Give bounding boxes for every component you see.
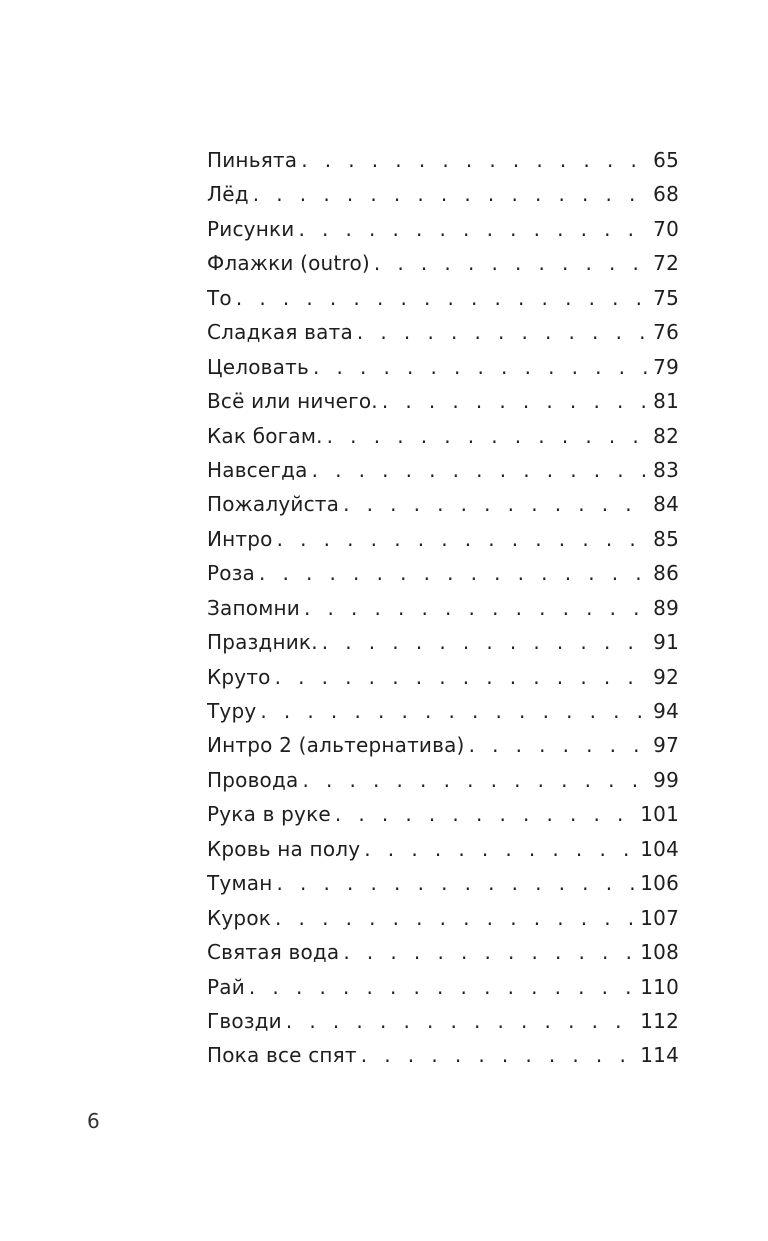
toc-entry-intro-2	[207, 728, 679, 762]
page-number: 6	[87, 1109, 100, 1133]
toc-entry-page: 65	[653, 148, 679, 172]
toc-dot-leader	[313, 350, 649, 384]
table-of-contents	[207, 143, 679, 1073]
toc-entry-title: Флажки (outro)	[207, 251, 370, 276]
toc-entry-page: 97	[653, 733, 679, 758]
toc-entry-gvozdi	[207, 1004, 679, 1038]
toc-entry-tuman	[207, 866, 679, 900]
toc-entry-page: 76	[653, 320, 679, 345]
toc-entry-title: Праздник.	[207, 630, 318, 655]
toc-entry-page: 101	[640, 802, 679, 827]
toc-entry-title: Круто	[207, 664, 271, 689]
toc-entry-led	[207, 177, 679, 211]
toc-entry-kurok	[207, 901, 679, 935]
toc-dot-leader	[249, 970, 636, 1004]
toc-entry-page: 82	[653, 423, 679, 448]
toc-entry-title: Кровь на полу	[207, 836, 361, 861]
toc-dot-leader	[259, 556, 649, 590]
toc-entry-title: Святая вода	[207, 940, 340, 965]
toc-entry-title: Всё или ничего.	[207, 389, 378, 414]
toc-dot-leader	[343, 935, 636, 969]
toc-entry-ruka-v-ruke	[207, 797, 679, 831]
toc-entry-title: Рай	[207, 974, 245, 999]
toc-entry-page: 107	[640, 905, 679, 930]
toc-entry-vsyo-ili-nichego	[207, 384, 679, 418]
toc-entry-page: 104	[640, 836, 679, 861]
toc-dot-leader	[302, 763, 649, 797]
toc-entry-roza	[207, 556, 679, 590]
toc-entry-page: 85	[653, 526, 679, 551]
toc-entry-navsegda	[207, 453, 679, 487]
toc-dot-leader	[286, 1004, 636, 1038]
toc-entry-title: Туман	[207, 871, 273, 896]
toc-entry-prazdnik	[207, 625, 679, 659]
toc-entry-page: 86	[653, 561, 679, 586]
toc-entry-page: 75	[653, 285, 679, 310]
toc-entry-page: 68	[653, 182, 679, 207]
toc-entry-page: 94	[653, 699, 679, 723]
toc-entry-risunki	[207, 212, 679, 246]
toc-dot-leader	[277, 522, 650, 556]
toc-entry-page: 99	[653, 767, 679, 792]
toc-entry-title: Пока все спят	[207, 1043, 357, 1068]
toc-dot-leader	[275, 660, 650, 694]
toc-entry-zapomni	[207, 591, 679, 625]
toc-entry-page: 89	[653, 595, 679, 620]
toc-entry-title: Курок	[207, 905, 272, 930]
toc-dot-leader	[343, 487, 649, 521]
toc-entry-page: 83	[653, 457, 679, 482]
toc-dot-leader	[260, 694, 649, 728]
toc-dot-leader	[312, 453, 650, 487]
toc-entry-title: Лёд	[207, 182, 249, 207]
toc-entry-page: 79	[653, 354, 679, 379]
toc-entry-title: Роза	[207, 561, 255, 586]
toc-entry-page: 70	[653, 216, 679, 241]
toc-entry-provoda	[207, 763, 679, 797]
toc-entry-flazhki	[207, 246, 679, 280]
toc-entry-page: 108	[640, 940, 679, 965]
toc-entry-ray	[207, 970, 679, 1004]
toc-dot-leader	[276, 866, 636, 900]
toc-dot-leader	[275, 901, 636, 935]
toc-entry-turu	[207, 694, 679, 728]
toc-entry-pozhaluysta	[207, 487, 679, 521]
toc-dot-leader	[304, 591, 649, 625]
toc-dot-leader	[298, 212, 649, 246]
toc-entry-to	[207, 281, 679, 315]
toc-dot-leader	[361, 1038, 636, 1072]
toc-dot-leader	[236, 281, 649, 315]
toc-dot-leader	[253, 177, 649, 211]
toc-entry-pinyata	[207, 143, 679, 177]
toc-entry-title: Интро 2 (альтернатива)	[207, 733, 465, 758]
toc-entry-page: 92	[653, 664, 679, 689]
toc-entry-title: То	[207, 285, 232, 310]
toc-entry-page: 106	[640, 871, 679, 896]
toc-entry-page: 112	[640, 1008, 679, 1033]
toc-dot-leader	[301, 143, 649, 177]
toc-entry-svyataya-voda	[207, 935, 679, 969]
toc-entry-page: 81	[653, 389, 679, 414]
toc-entry-krov-na-polu	[207, 832, 679, 866]
toc-entry-title: Гвозди	[207, 1008, 282, 1033]
toc-entry-title: Пожалуйста	[207, 492, 340, 517]
toc-entry-title: Сладкая вата	[207, 320, 353, 345]
toc-entry-kruto	[207, 660, 679, 694]
toc-entry-title: Навсегда	[207, 457, 308, 482]
toc-entry-title: Запомни	[207, 595, 300, 620]
toc-dot-leader	[382, 384, 649, 418]
toc-entry-page: 110	[640, 974, 679, 999]
toc-entry-celovat	[207, 350, 679, 384]
toc-dot-leader	[335, 797, 636, 831]
toc-entry-page: 114	[640, 1043, 679, 1068]
toc-dot-leader	[322, 625, 649, 659]
toc-entry-title: Целовать	[207, 354, 309, 379]
toc-dot-leader	[327, 419, 649, 453]
toc-entry-title: Как богам.	[207, 423, 323, 448]
toc-entry-title: Рука в руке	[207, 802, 331, 827]
toc-dot-leader	[469, 728, 650, 762]
toc-entry-title: Рисунки	[207, 216, 295, 241]
toc-entry-title: Провода	[207, 767, 299, 792]
toc-entry-title: Интро	[207, 526, 273, 551]
toc-entry-page: 91	[653, 630, 679, 655]
toc-entry-sladkaya-vata	[207, 315, 679, 349]
toc-entry-page: 84	[653, 492, 679, 517]
toc-dot-leader	[364, 832, 636, 866]
toc-entry-title: Туру	[207, 699, 257, 723]
toc-entry-poka-vse-spyat	[207, 1038, 679, 1072]
toc-entry-page: 72	[653, 251, 679, 276]
toc-dot-leader	[374, 246, 649, 280]
toc-entry-kak-bogam	[207, 419, 679, 453]
toc-entry-title: Пиньята	[207, 148, 298, 172]
toc-entry-intro	[207, 522, 679, 556]
toc-dot-leader	[357, 315, 649, 349]
